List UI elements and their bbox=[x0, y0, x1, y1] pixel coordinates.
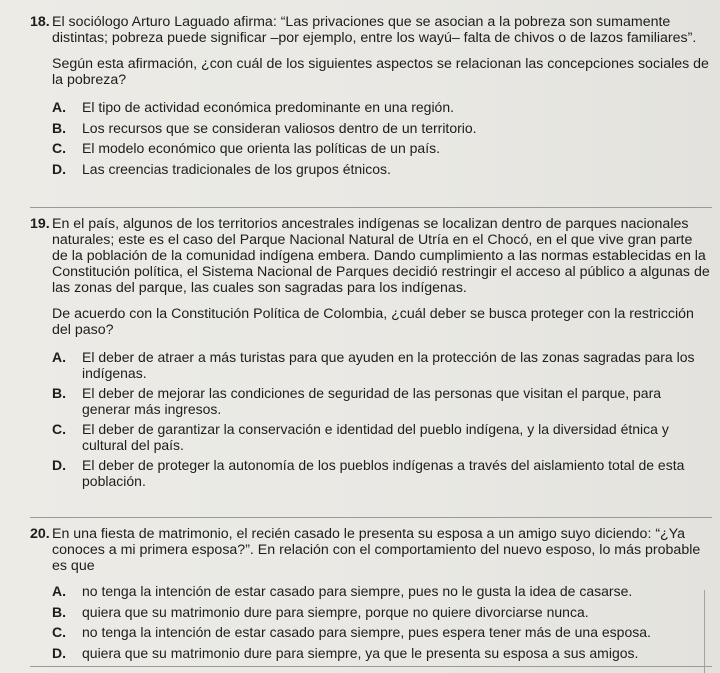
option-text: Las creencias tradicionales de los grupos étnicos. bbox=[82, 160, 391, 177]
question-18-stem-row bbox=[30, 14, 712, 46]
option-letter: D. bbox=[52, 457, 66, 473]
option-c[interactable] bbox=[52, 422, 712, 453]
question-stem: En el país, algunos de los territorios ancestrales indígenas se localizan dentro de parques nacionales naturales; este es el caso del Parque Nacional Natural de Utría en el Chocó, en el que vive gran parte de la población de la comunidad indígena embera. Dando cumplimiento a las normas establecidas en la Constitución política, el Sistema Nacional de Parques decidió restringir el acceso al público a algunas de las zonas del parque, las cuales son sagradas para los indígenas. bbox=[52, 216, 710, 296]
options-list bbox=[52, 584, 712, 661]
question-19-stem-row bbox=[30, 216, 712, 296]
question-number: 20. bbox=[30, 526, 50, 542]
question-stem: El sociólogo Arturo Laguado afirma: “Las privaciones que se asocian a la pobreza son sumamente distintas; pobreza puede significar –por ejemplo, entre los wayú– falta de chivos o de lazos familiares”. bbox=[52, 14, 697, 46]
option-letter: C. bbox=[52, 624, 66, 640]
option-letter: D. bbox=[52, 644, 66, 661]
question-number: 18. bbox=[30, 14, 50, 30]
question-20-stem-row bbox=[30, 526, 712, 574]
option-text: El tipo de actividad económica predominante en una región. bbox=[82, 99, 455, 115]
option-letter: B. bbox=[52, 119, 66, 136]
section-divider bbox=[30, 207, 712, 208]
option-letter: C. bbox=[52, 421, 66, 437]
option-text: El deber de mejorar las condiciones de seguridad de las personas que visitan el parque, para generar más ingresos. bbox=[82, 385, 662, 417]
option-a[interactable] bbox=[52, 100, 712, 116]
question-prompt: Según esta afirmación, ¿con cuál de los siguientes aspectos se relacionan las concepciones sociales de la pobreza? bbox=[52, 56, 709, 88]
option-d[interactable] bbox=[52, 458, 712, 489]
option-letter: B. bbox=[52, 603, 66, 620]
option-text: El modelo económico que orienta las políticas de un país. bbox=[82, 140, 440, 156]
margin-line bbox=[704, 590, 705, 673]
option-letter: B. bbox=[52, 385, 66, 401]
option-letter: A. bbox=[52, 349, 66, 365]
option-letter: A. bbox=[52, 583, 66, 599]
question-18 bbox=[30, 14, 712, 182]
options-list bbox=[52, 100, 712, 177]
option-text: no tenga la intención de estar casado para siempre, pues no le gusta la idea de casarse. bbox=[82, 583, 633, 599]
option-letter: A. bbox=[52, 99, 66, 115]
question-20 bbox=[30, 526, 712, 666]
option-text: Los recursos que se consideran valiosos dentro de un territorio. bbox=[82, 119, 477, 136]
section-divider bbox=[30, 517, 712, 518]
option-d[interactable] bbox=[52, 162, 712, 178]
option-letter: C. bbox=[52, 140, 66, 156]
question-19 bbox=[30, 216, 712, 494]
option-a[interactable] bbox=[52, 584, 712, 600]
option-letter: D. bbox=[52, 160, 66, 177]
option-text: no tenga la intención de estar casado para siempre, pues espera tener más de una esposa. bbox=[82, 624, 651, 640]
option-b[interactable] bbox=[52, 386, 712, 417]
question-prompt: De acuerdo con la Constitución Política de Colombia, ¿cuál deber se busca proteger con la restricción del paso? bbox=[52, 306, 694, 338]
option-c[interactable] bbox=[52, 625, 712, 641]
option-a[interactable] bbox=[52, 350, 712, 381]
option-text: quiera que su matrimonio dure para siempre, ya que le presenta su esposa a sus amigos. bbox=[82, 644, 639, 661]
option-c[interactable] bbox=[52, 141, 712, 157]
option-text: quiera que su matrimonio dure para siempre, porque no quiere divorciarse nunca. bbox=[82, 603, 589, 620]
question-number: 19. bbox=[30, 216, 50, 232]
section-divider bbox=[30, 666, 712, 667]
option-text: El deber de garantizar la conservación e identidad del pueblo indígena, y la diversidad étnica y cultural del país. bbox=[82, 421, 669, 453]
option-b[interactable] bbox=[52, 121, 712, 137]
option-d[interactable] bbox=[52, 646, 712, 662]
option-b[interactable] bbox=[52, 605, 712, 621]
option-text: El deber de proteger la autonomía de los pueblos indígenas a través del aislamiento total de esta población. bbox=[82, 457, 685, 489]
options-list bbox=[52, 350, 712, 489]
question-stem: En una fiesta de matrimonio, el recién casado le presenta su esposa a un amigo suyo diciendo: “¿Ya conoces a mi primera esposa?”. En relación con el comportamiento del nuevo esposo, lo más probable es que bbox=[52, 526, 701, 574]
option-text: El deber de atraer a más turistas para que ayuden en la protección de las zonas sagradas para los indígenas. bbox=[82, 349, 695, 381]
